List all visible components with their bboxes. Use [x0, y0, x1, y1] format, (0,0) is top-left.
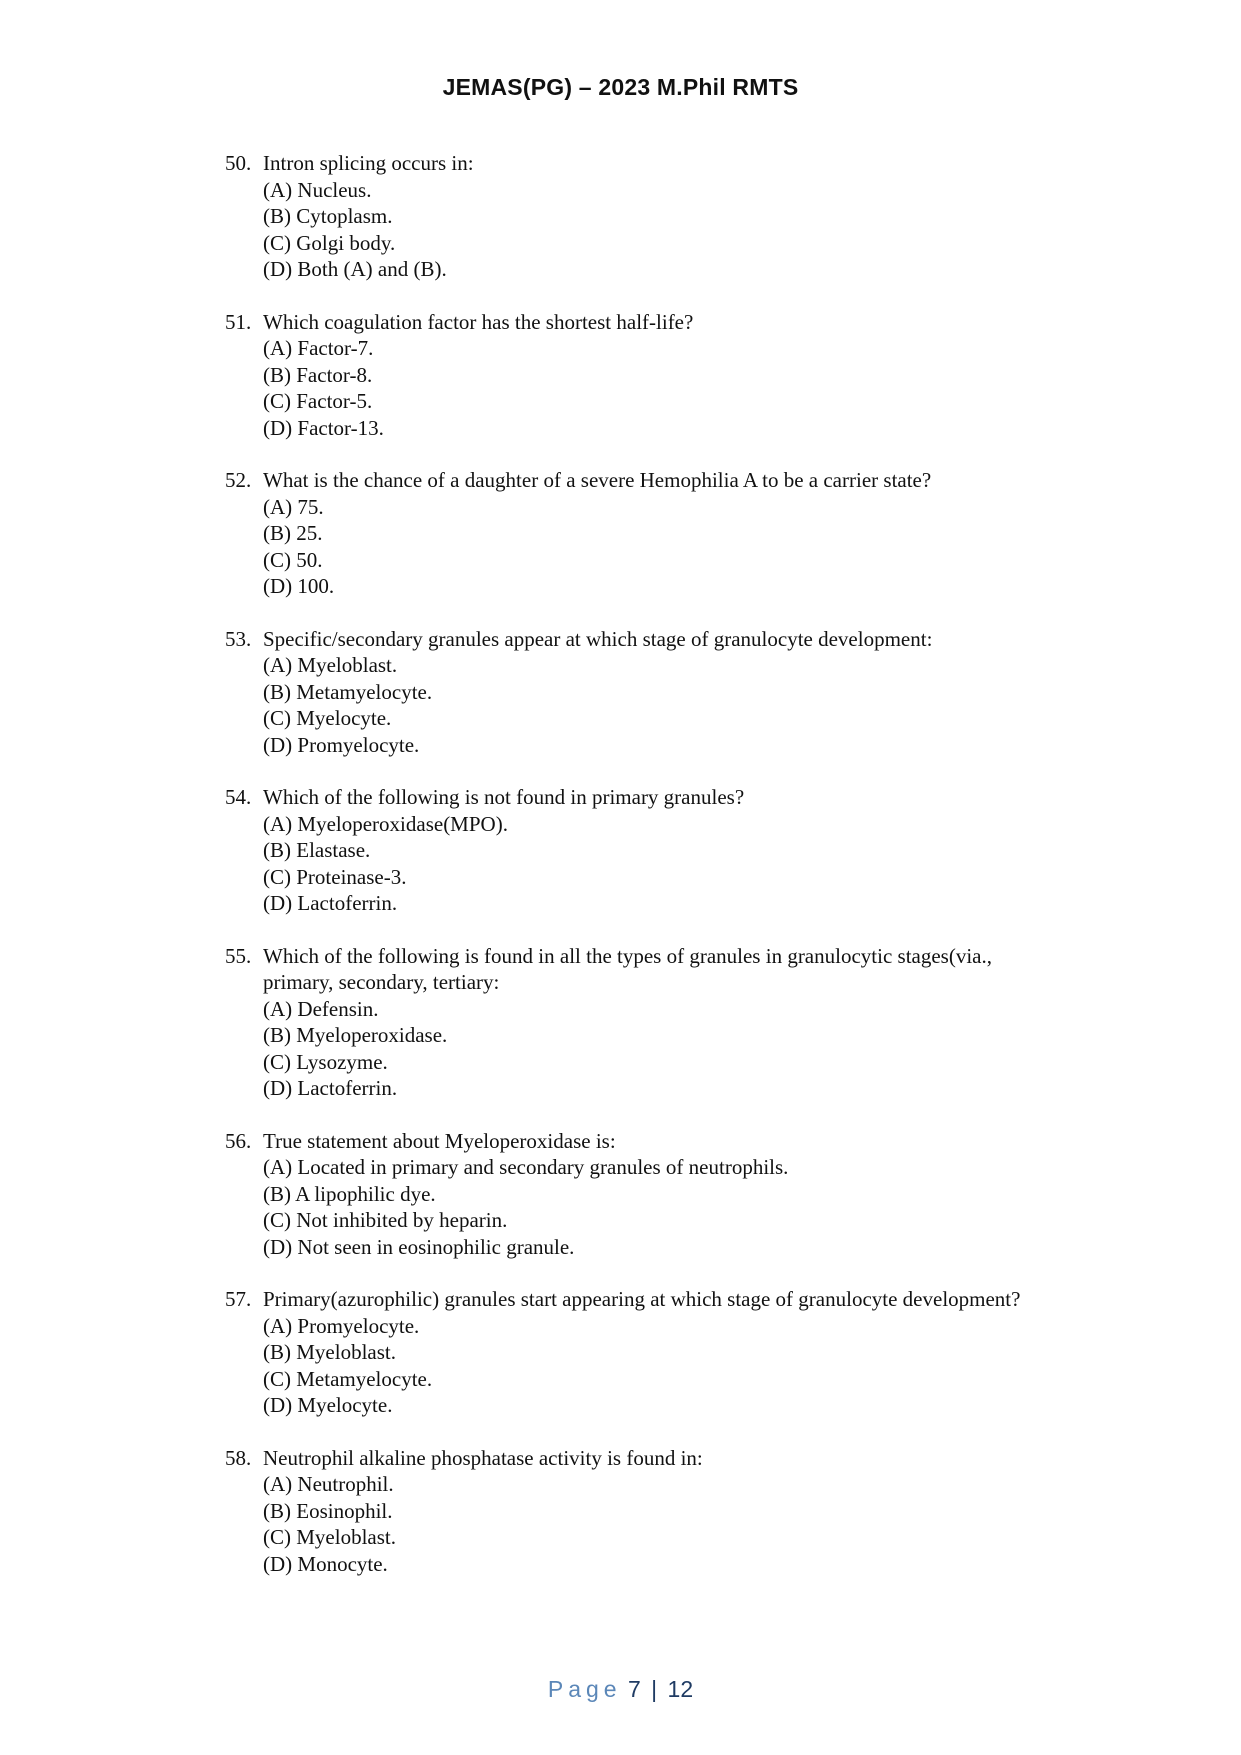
option-a: (A) Promyelocyte. — [263, 1313, 420, 1338]
option-list — [263, 1154, 1025, 1260]
page-header-title: JEMAS(PG) – 2023 M.Phil RMTS — [442, 74, 799, 100]
question-number: 58. — [225, 1445, 252, 1470]
question-55 — [225, 943, 1025, 1102]
option-b: (B) Factor-8. — [263, 362, 373, 387]
question-54 — [225, 784, 1025, 917]
option-list — [263, 177, 1025, 283]
question-text: True statement about Myeloperoxidase is: — [263, 1128, 616, 1153]
question-text: What is the chance of a daughter of a severe Hemophilia A to be a carrier state? — [263, 468, 932, 492]
option-list — [263, 335, 1025, 441]
question-number: 57. — [225, 1287, 252, 1311]
option-b: (B) Myeloblast. — [263, 1340, 396, 1364]
question-57 — [225, 1286, 1025, 1419]
option-a: (A) Myeloblast. — [263, 653, 398, 677]
option-b: (B) Myeloperoxidase. — [263, 1023, 448, 1047]
question-text: Intron splicing occurs in: — [263, 151, 474, 175]
question-number: 50. — [225, 151, 252, 175]
option-a: (A) Defensin. — [263, 996, 379, 1021]
question-58 — [225, 1445, 1025, 1578]
question-text: Neutrophil alkaline phosphatase activity is found in: — [263, 1445, 703, 1470]
question-number: 52. — [225, 468, 252, 492]
option-c: (C) Metamyelocyte. — [263, 1366, 433, 1391]
option-c: (C) Factor-5. — [263, 389, 373, 413]
option-c: (C) Golgi body. — [263, 230, 396, 255]
option-b: (B) Cytoplasm. — [263, 204, 393, 228]
option-a: (A) Nucleus. — [263, 177, 372, 202]
option-list — [263, 996, 1025, 1102]
question-56 — [225, 1128, 1025, 1261]
question-number: 51. — [225, 309, 252, 334]
question-number: 56. — [225, 1128, 252, 1153]
question-50 — [225, 150, 1025, 283]
option-list — [263, 652, 1025, 758]
question-51 — [225, 309, 1025, 442]
page-label: Page — [547, 1676, 622, 1702]
option-list — [263, 1471, 1025, 1577]
page-separator: | — [651, 1676, 658, 1702]
option-b: (B) A lipophilic dye. — [263, 1181, 436, 1206]
option-a: (A) 75. — [263, 494, 324, 519]
question-number: 54. — [225, 785, 252, 809]
option-b: (B) Metamyelocyte. — [263, 679, 433, 704]
page-footer — [0, 1676, 1241, 1703]
option-a: (A) Factor-7. — [263, 336, 374, 360]
option-d: (D) Factor-13. — [263, 415, 384, 440]
question-52 — [225, 467, 1025, 600]
option-list — [263, 811, 1025, 917]
option-d: (D) Lactoferrin. — [263, 891, 398, 915]
question-text: Which of the following is found in all the types of granules in granulocytic stages(via., primary, secondary, tertiary: — [263, 943, 992, 994]
option-a: (A) Myeloperoxidase(MPO). — [263, 811, 508, 836]
option-c: (C) Lysozyme. — [263, 1049, 388, 1074]
option-list — [263, 1313, 1025, 1419]
option-d: (D) Both (A) and (B). — [263, 257, 447, 281]
option-a: (A) Neutrophil. — [263, 1472, 394, 1496]
option-d: (D) Monocyte. — [263, 1551, 388, 1576]
question-text: Which of the following is not found in primary granules? — [263, 785, 745, 809]
option-d: (D) 100. — [263, 574, 335, 598]
option-d: (D) Promyelocyte. — [263, 732, 420, 757]
option-list — [263, 494, 1025, 600]
total-pages-number: 12 — [667, 1676, 694, 1702]
option-b: (B) Eosinophil. — [263, 1498, 393, 1523]
option-c: (C) Not inhibited by heparin. — [263, 1208, 508, 1232]
option-d: (D) Myelocyte. — [263, 1393, 393, 1417]
option-b: (B) Elastase. — [263, 838, 371, 862]
question-text: Specific/secondary granules appear at which stage of granulocyte development: — [263, 626, 933, 651]
option-c: (C) 50. — [263, 547, 323, 572]
current-page-number: 7 — [627, 1676, 641, 1702]
question-53 — [225, 626, 1025, 759]
question-text: Primary(azurophilic) granules start appearing at which stage of granulocyte development? — [263, 1287, 1021, 1311]
option-b: (B) 25. — [263, 521, 323, 545]
option-c: (C) Proteinase-3. — [263, 864, 407, 889]
question-number: 53. — [225, 626, 252, 651]
option-a: (A) Located in primary and secondary granules of neutrophils. — [263, 1155, 789, 1179]
option-d: (D) Lactoferrin. — [263, 1076, 398, 1100]
question-number: 55. — [225, 943, 252, 968]
question-text: Which coagulation factor has the shortest half-life? — [263, 309, 694, 334]
option-d: (D) Not seen in eosinophilic granule. — [263, 1234, 575, 1259]
option-c: (C) Myeloblast. — [263, 1525, 396, 1549]
question-list — [225, 150, 1025, 1577]
option-c: (C) Myelocyte. — [263, 706, 392, 730]
